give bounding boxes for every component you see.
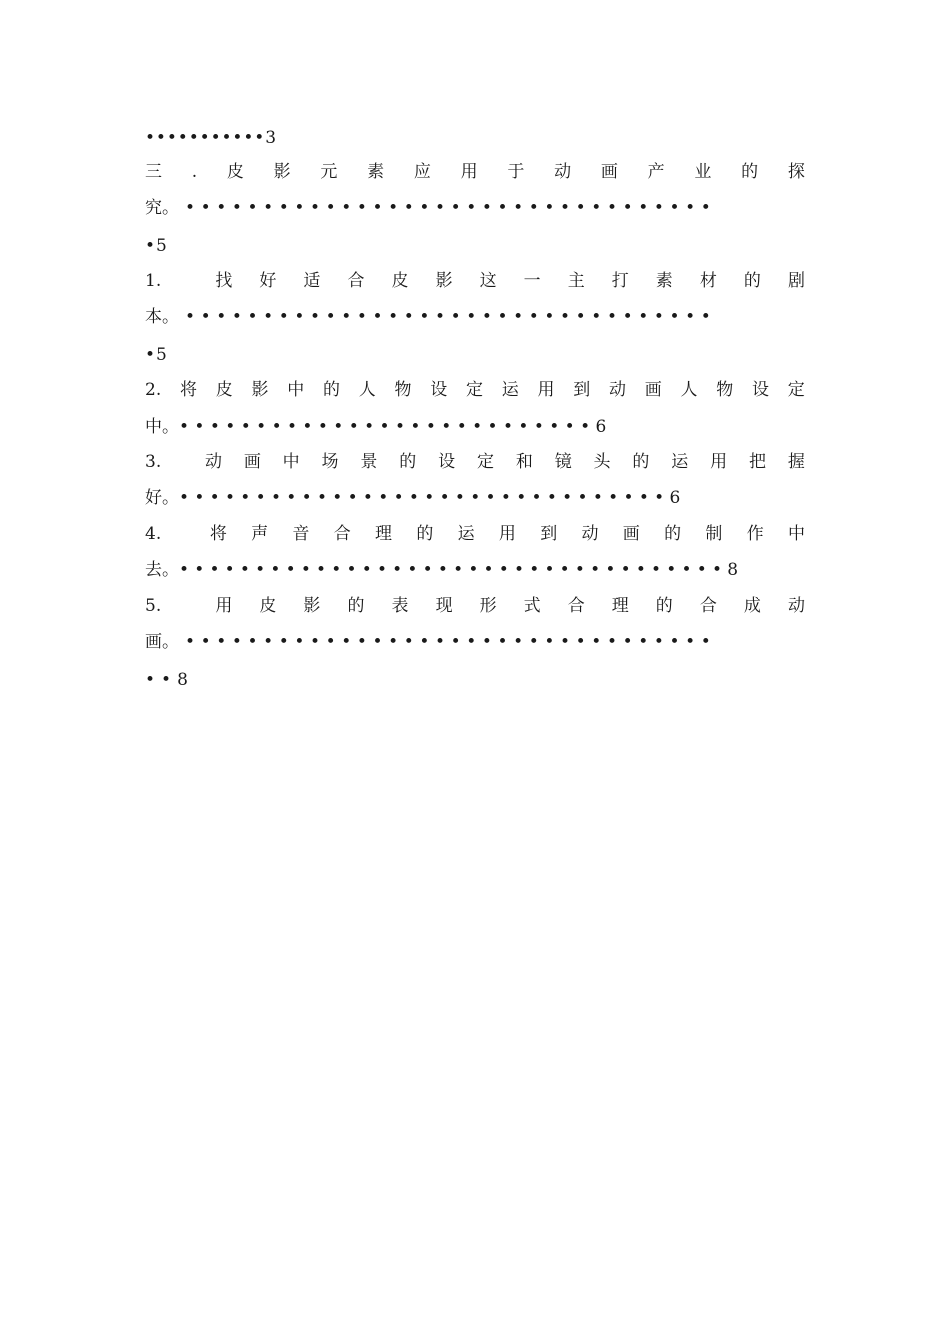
toc-leader-dots: •• — [145, 670, 178, 690]
toc-number: 5. — [145, 596, 162, 616]
toc-char: 设 — [430, 380, 448, 400]
toc-leader-dots: ••••••••••••••••••••••••••• — [179, 417, 596, 437]
toc-char: 定 — [787, 380, 805, 400]
toc-char: 运 — [457, 524, 475, 544]
toc-char: 的 — [347, 596, 365, 616]
toc-text-continuation: 好。 — [145, 488, 179, 508]
toc-char: 素 — [367, 162, 385, 182]
toc-char: 材 — [699, 271, 717, 291]
toc-char: 产 — [647, 162, 665, 182]
toc-entry-3-page — [145, 231, 805, 261]
toc-leader-dots: •••••••••••••••••••••••••••••••••• — [185, 632, 717, 652]
toc-char: 将 — [209, 524, 227, 544]
toc-char: 人 — [358, 380, 376, 400]
toc-char: 运 — [671, 452, 689, 472]
toc-char: 好 — [259, 271, 277, 291]
toc-page-number: 8 — [177, 670, 188, 690]
toc-char: 理 — [611, 596, 629, 616]
toc-char: 的 — [743, 271, 761, 291]
toc-char: 设 — [438, 452, 456, 472]
toc-char: 的 — [741, 162, 759, 182]
toc-char: 这 — [479, 271, 497, 291]
toc-char: 成 — [743, 596, 761, 616]
toc-char: 表 — [391, 596, 409, 616]
toc-char: 影 — [303, 596, 321, 616]
toc-entry-3-5-heading — [145, 591, 805, 621]
toc-char: 三 — [145, 162, 162, 182]
toc-page-number: 6 — [669, 488, 681, 508]
toc-char: 皮 — [215, 380, 233, 400]
toc-char: 元 — [320, 162, 338, 182]
toc-char: 动 — [554, 162, 572, 182]
toc-entry-3-leader — [145, 193, 805, 223]
toc-char: 人 — [680, 380, 698, 400]
toc-char: 剧 — [787, 271, 805, 291]
toc-char: 音 — [292, 524, 310, 544]
toc-char: 动 — [787, 596, 805, 616]
toc-number: 1. — [145, 271, 162, 291]
toc-text-continuation: 中。 — [145, 417, 179, 437]
toc-leader-dots: ••••••••••• — [145, 128, 266, 148]
toc-entry-1-heading — [145, 266, 805, 296]
toc-text-continuation: 画。 — [145, 632, 179, 652]
toc-line-continuation — [145, 123, 805, 153]
toc-char: 把 — [748, 452, 766, 472]
toc-char: 作 — [746, 524, 764, 544]
toc-char: 景 — [360, 452, 378, 472]
toc-char: 皮 — [226, 162, 244, 182]
toc-char: 物 — [394, 380, 412, 400]
toc-char: 定 — [465, 380, 483, 400]
toc-char: 动 — [608, 380, 626, 400]
toc-char: 合 — [333, 524, 351, 544]
toc-entry-3-5-leader — [145, 627, 805, 657]
toc-char: 皮 — [391, 271, 409, 291]
toc-char: 画 — [644, 380, 662, 400]
toc-char: 影 — [251, 380, 269, 400]
toc-text-continuation: 本。 — [145, 307, 179, 327]
toc-char: 中 — [287, 380, 305, 400]
toc-char: 用 — [537, 380, 555, 400]
toc-char: 素 — [655, 271, 673, 291]
toc-char: 现 — [435, 596, 453, 616]
toc-char: 的 — [416, 524, 434, 544]
toc-char: 场 — [321, 452, 339, 472]
toc-char: 于 — [507, 162, 525, 182]
toc-char: 用 — [215, 596, 233, 616]
toc-char: 到 — [540, 524, 558, 544]
toc-char: 镜 — [554, 452, 572, 472]
toc-number: 2. — [145, 380, 162, 400]
toc-char: 动 — [204, 452, 222, 472]
toc-char: 理 — [375, 524, 393, 544]
toc-char: 设 — [751, 380, 769, 400]
toc-char: 一 — [523, 271, 541, 291]
toc-entry-2-heading — [145, 375, 805, 405]
toc-char: 定 — [476, 452, 494, 472]
toc-number: 4. — [145, 524, 162, 544]
toc-entry-3-3-heading — [145, 447, 805, 477]
toc-entry-1-leader — [145, 302, 805, 332]
toc-char: 探 — [787, 162, 805, 182]
toc-text-continuation: 去。 — [145, 560, 179, 580]
toc-entry-3-4-leader — [145, 555, 805, 585]
toc-char: 找 — [215, 271, 233, 291]
toc-char: 影 — [273, 162, 291, 182]
toc-char: 合 — [347, 271, 365, 291]
toc-char: 的 — [655, 596, 673, 616]
toc-char: 业 — [694, 162, 712, 182]
toc-char: 制 — [705, 524, 723, 544]
toc-char: 的 — [399, 452, 417, 472]
toc-char: 运 — [501, 380, 519, 400]
toc-char: 皮 — [259, 596, 277, 616]
toc-leader-dots: •••••••••••••••••••••••••••••••••• — [185, 307, 717, 327]
toc-char: 适 — [303, 271, 321, 291]
toc-char: 到 — [573, 380, 591, 400]
toc-char: 的 — [322, 380, 340, 400]
toc-entry-3-5-page — [145, 665, 805, 695]
toc-leader-dots: • — [145, 345, 156, 365]
toc-char: 形 — [479, 596, 497, 616]
toc-leader-dots: •••••••••••••••••••••••••••••••••••• — [179, 560, 728, 580]
toc-entry-1-page — [145, 340, 805, 370]
toc-page-number: 6 — [595, 417, 607, 437]
toc-char: 画 — [622, 524, 640, 544]
toc-char: 头 — [593, 452, 611, 472]
toc-char: 画 — [243, 452, 261, 472]
toc-char: 用 — [710, 452, 728, 472]
toc-char: 应 — [413, 162, 431, 182]
toc-char: 将 — [179, 380, 197, 400]
toc-char: 用 — [460, 162, 478, 182]
toc-char: 物 — [716, 380, 734, 400]
toc-char: 式 — [523, 596, 541, 616]
toc-leader-dots: •••••••••••••••••••••••••••••••••• — [185, 198, 717, 218]
toc-leader-dots: • — [145, 236, 156, 256]
toc-char: 用 — [498, 524, 516, 544]
toc-page-number: 5 — [155, 236, 167, 256]
toc-char: 的 — [632, 452, 650, 472]
toc-page-number: 5 — [155, 345, 167, 365]
toc-char: 的 — [664, 524, 682, 544]
toc-page-number: 8 — [727, 560, 739, 580]
toc-char: 合 — [699, 596, 717, 616]
toc-char: 影 — [435, 271, 453, 291]
toc-page-number: 3 — [265, 128, 277, 148]
toc-text-continuation: 究。 — [145, 198, 179, 218]
toc-number: 3. — [145, 452, 162, 472]
toc-entry-3-3-leader — [145, 483, 805, 513]
toc-entry-2-leader — [145, 412, 805, 442]
toc-char: 合 — [567, 596, 585, 616]
toc-char: 声 — [251, 524, 269, 544]
toc-char: 中 — [282, 452, 300, 472]
toc-char: 中 — [787, 524, 805, 544]
toc-char: 主 — [567, 271, 585, 291]
toc-char: 和 — [515, 452, 533, 472]
toc-entry-3-heading — [145, 157, 805, 187]
toc-char: . — [191, 162, 198, 182]
toc-char: 画 — [600, 162, 618, 182]
toc-char: 动 — [581, 524, 599, 544]
toc-leader-dots: •••••••••••••••••••••••••••••••• — [179, 488, 670, 508]
toc-char: 打 — [611, 271, 629, 291]
toc-char: 握 — [787, 452, 805, 472]
toc-entry-3-4-heading — [145, 519, 805, 549]
